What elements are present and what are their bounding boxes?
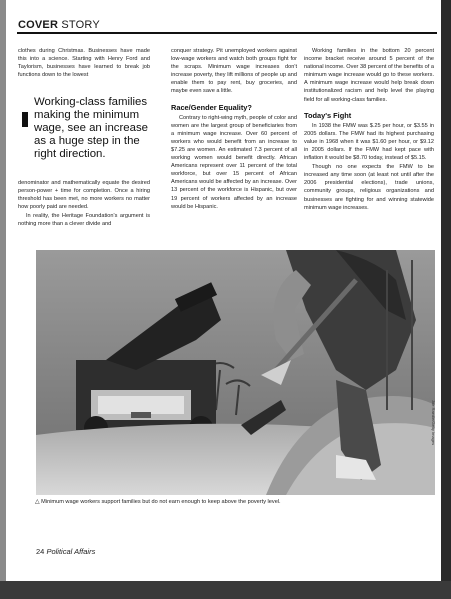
- col2-intro: conquer strategy. Pit unemployed workers against low-wage workers and watch both groups fight for the scraps. Minimum wage increases don't increase poverty, they lift millions of people up and enable them to pay rent, buy groceries, and maybe even save a little.: [171, 48, 297, 95]
- pull-quote-marker: [22, 112, 28, 127]
- subhead-race-gender: Race/Gender Equality?: [171, 102, 252, 112]
- page-folio: [36, 547, 95, 556]
- pull-quote: Working-class families making the minimum wage, see an increase as a huge step in the right direction.: [34, 96, 148, 160]
- magazine-name: Political Affairs: [46, 547, 96, 556]
- col3-body-1: In 1938 the FMW was $.25 per hour, or $3.55 in 2005 dollars. The FMW had its highest purchasing value in 1968 when it was $1.60 per hour, or $9.12 in 2005 dollars. If the FMW had kept pace with inflation it would be $8.70 today, instead of $5.15.: [304, 122, 434, 162]
- section-label: [18, 19, 100, 31]
- col1-paragraph: In reality, the Heritage Foundation's argument is nothing more than a clever divide and: [18, 213, 150, 228]
- col3-intro: Working families in the bottom 20 percent income bracket receive around 5 percent of the national income. Over 38 percent of the benefits of a minimum wage increase would go to these workers. A minimum wage increase would help break down institutionalized racism and help level the playing field for all working-class families.: [304, 48, 434, 103]
- col1-paragraph: denominator and mathematically equate the desired person-power + time for completion. Once a hiring threshold has been met, no more workers no matter how poorly paid are needed.: [18, 180, 150, 211]
- section-label-bold: COVER: [18, 19, 59, 31]
- article-photo: [36, 250, 435, 495]
- column-1-bottom: [18, 179, 150, 230]
- photo-illustration: [36, 250, 435, 495]
- scan-edge-right: [441, 0, 451, 599]
- column-3: [304, 47, 434, 213]
- column-2: [171, 47, 297, 212]
- photo-caption: [35, 499, 435, 506]
- subhead-todays-fight: Today's Fight: [304, 110, 352, 120]
- caption-text: Minimum wage workers support families but do not earn enough to keep above the poverty level.: [39, 499, 281, 505]
- col3-body-2: Though no one expects the FMW to be increased any time soon (at least not until after the 2006 presidential elections), trade unions, community groups, religious organizations and businesses are fighting for and winning statewide minimum wage increases.: [304, 164, 434, 211]
- col1-top-paragraph: clothes during Christmas. Businesses have made this into a science. Starting with Henry Ford and Taylorism, businesses have learned to break job functions down to the lowest: [18, 48, 150, 79]
- section-label-light: STORY: [58, 19, 100, 31]
- page-number: 24: [36, 547, 45, 556]
- col2-body: Contrary to right-wing myth, people of color and women are the largest group of beneficiaries from a minimum wage increase. Over 60 percent of workers who would benefit from an increase to $7.25 are women. An estimated 7.3 percent of all working women would benefit directly. African Americans represent over 11 percent of the total workforce, but over 15 percent of African Americans would be affected by an increase. Over 13 percent of the workforce is Hispanic, but over 19 percent of workers affected by an increase would be Hispanic.: [171, 114, 297, 210]
- scan-edge-bottom: [0, 581, 451, 599]
- header-rule: [17, 32, 437, 34]
- photo-credit: Joe Raedle/Getty Images: [431, 400, 436, 446]
- caption-triangle-icon: △: [35, 499, 40, 505]
- column-1-top: [18, 47, 150, 80]
- scan-edge-left: [0, 0, 6, 599]
